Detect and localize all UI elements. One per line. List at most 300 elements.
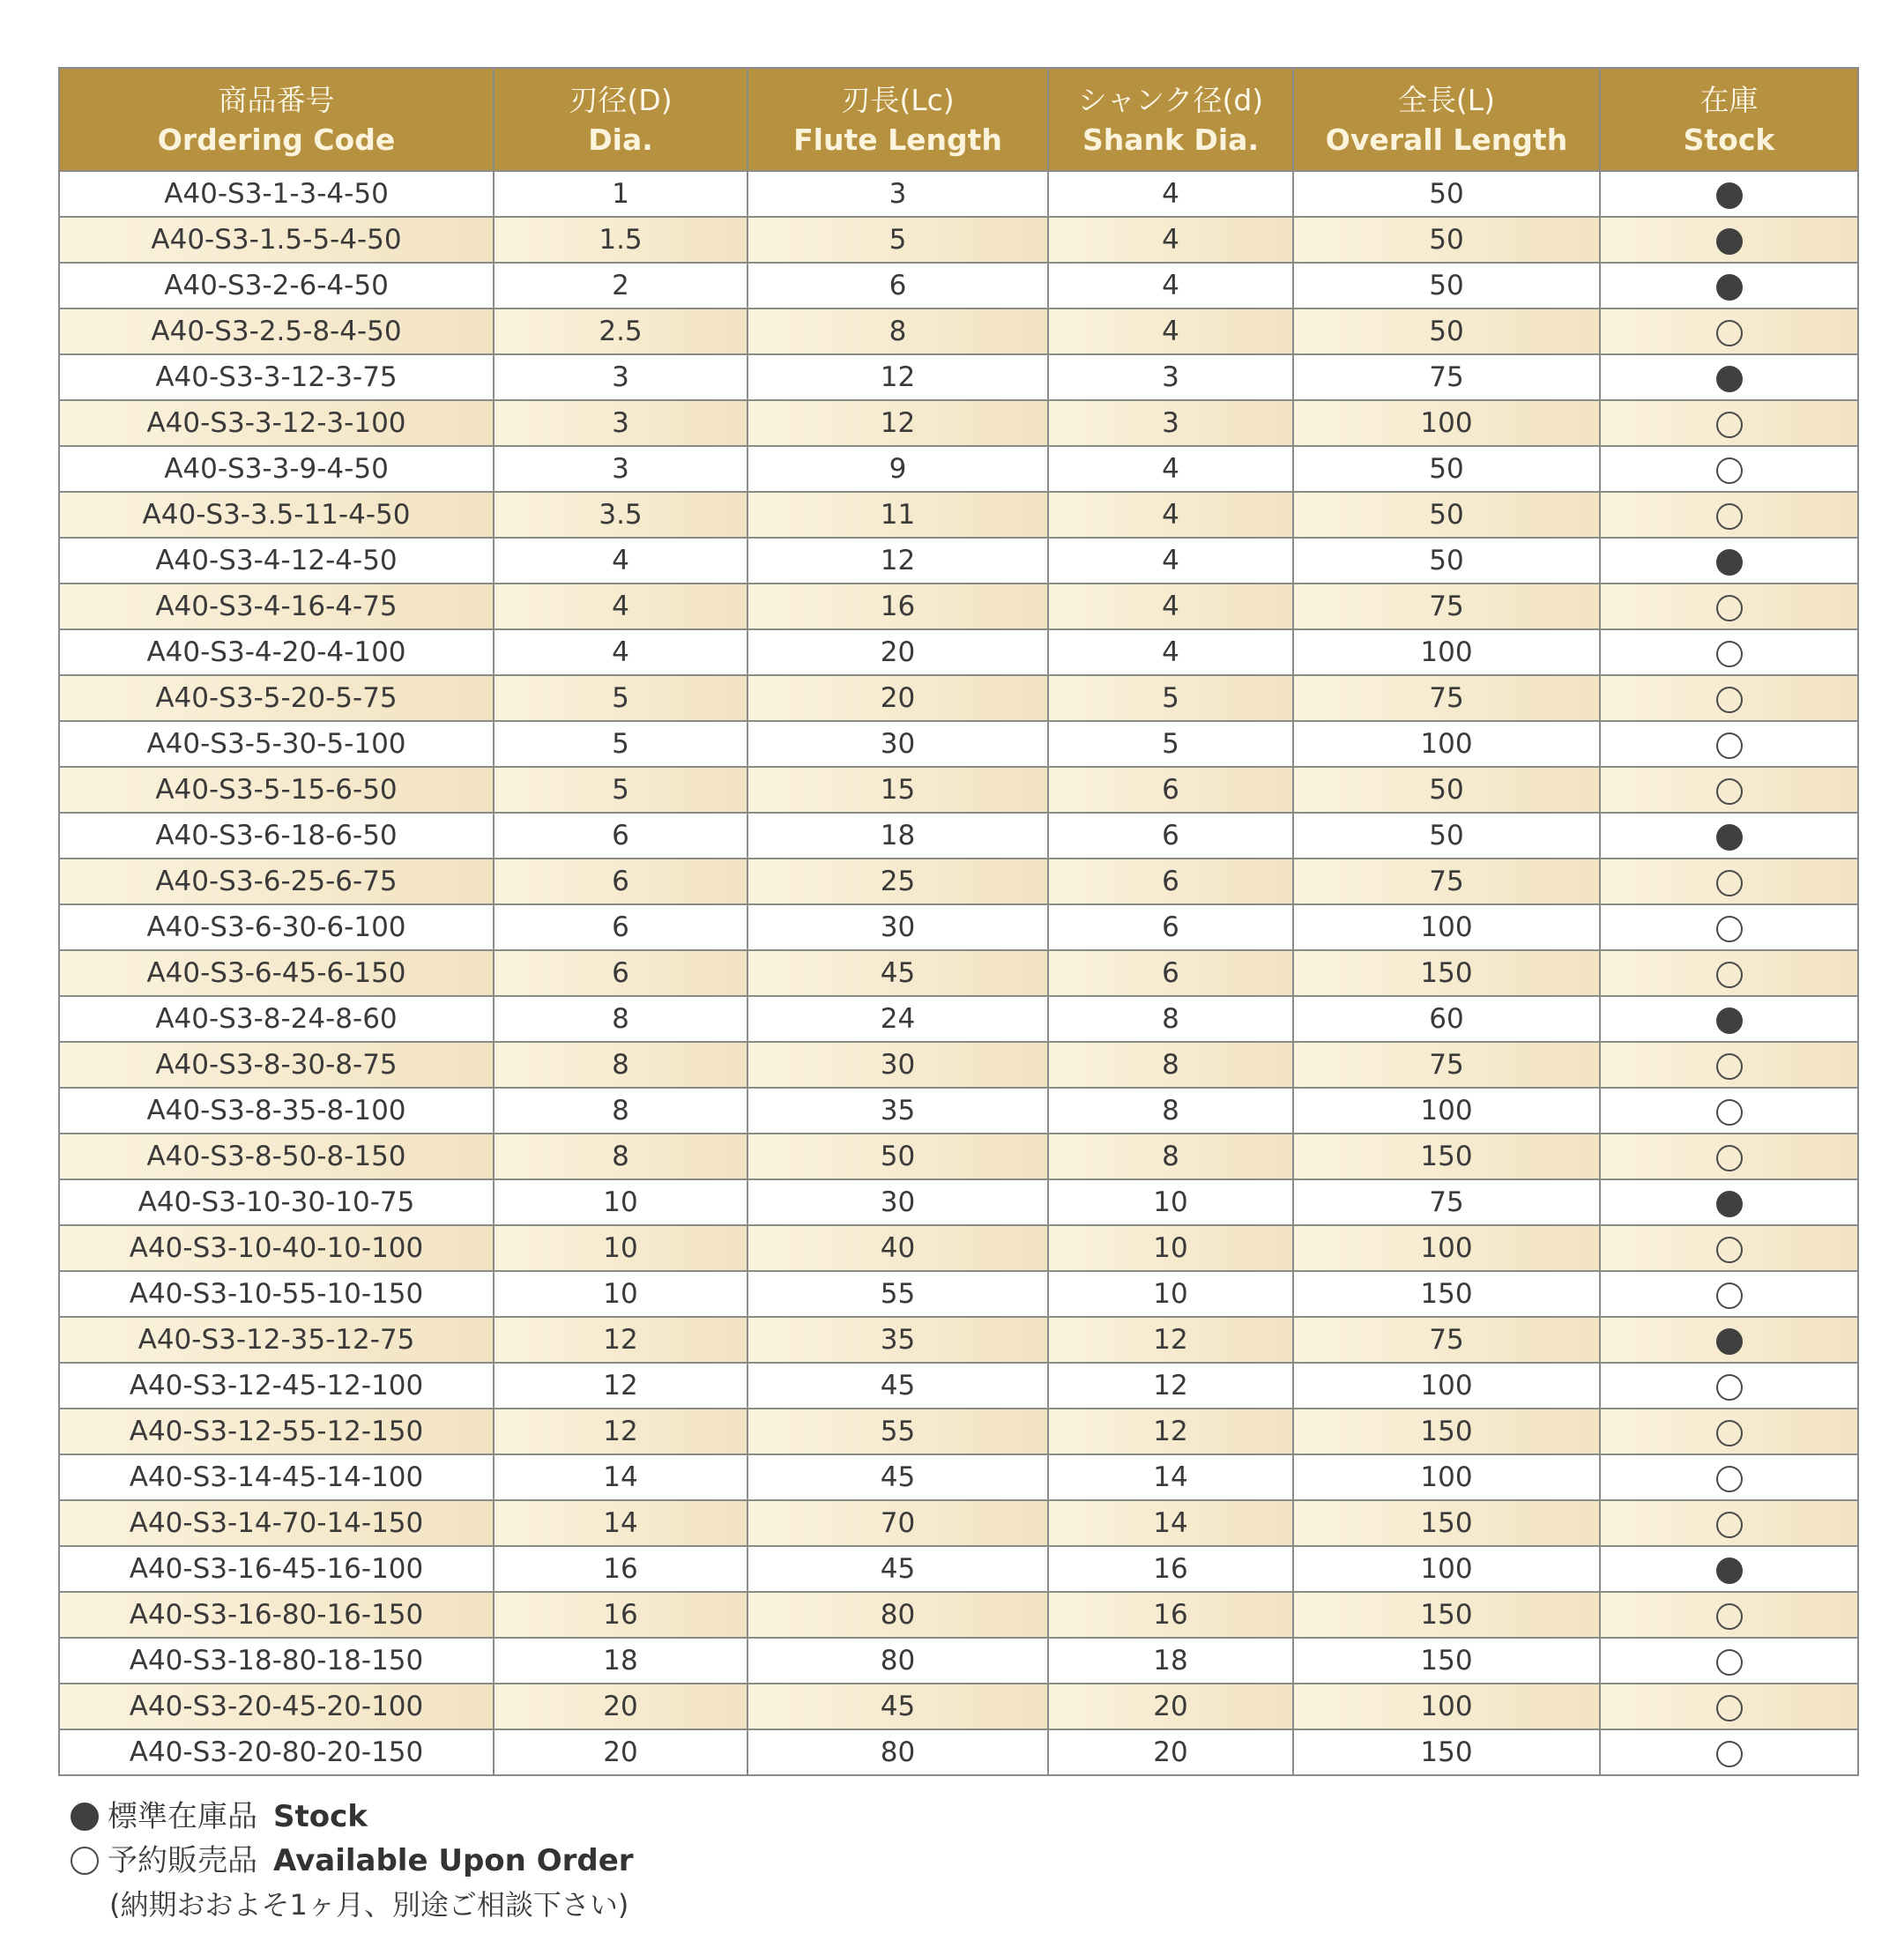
filled-circle-icon [1716, 366, 1743, 392]
cell-ordering-code: A40-S3-5-15-6-50 [59, 767, 494, 813]
table-row [59, 1592, 1858, 1638]
cell-dia: 6 [494, 859, 747, 904]
cell-dia: 20 [494, 1684, 747, 1729]
cell-shank-dia: 18 [1048, 1638, 1293, 1684]
cell-overall-length: 75 [1293, 354, 1600, 400]
filled-circle-icon [1716, 182, 1743, 209]
table-row [59, 263, 1858, 309]
header-jp-label: 刃径(D) [569, 82, 673, 117]
cell-stock [1600, 1500, 1858, 1546]
cell-flute-length: 3 [747, 171, 1048, 217]
hollow-circle-icon [1716, 732, 1743, 759]
table-row [59, 1271, 1858, 1317]
cell-shank-dia: 4 [1048, 217, 1293, 263]
hollow-circle-icon [1716, 1695, 1743, 1721]
table-row [59, 996, 1858, 1042]
hollow-circle-icon [1716, 962, 1743, 988]
hollow-circle-icon [1716, 1741, 1743, 1767]
cell-dia: 8 [494, 1088, 747, 1134]
cell-dia: 3 [494, 354, 747, 400]
table-row [59, 309, 1858, 354]
cell-overall-length: 50 [1293, 171, 1600, 217]
cell-stock [1600, 1729, 1858, 1775]
cell-overall-length: 75 [1293, 1317, 1600, 1363]
cell-ordering-code: A40-S3-3.5-11-4-50 [59, 492, 494, 538]
hollow-circle-icon [1716, 1649, 1743, 1676]
header-en-label: Shank Dia. [1082, 122, 1259, 157]
cell-overall-length: 100 [1293, 1088, 1600, 1134]
cell-shank-dia: 16 [1048, 1546, 1293, 1592]
table-row [59, 492, 1858, 538]
cell-overall-length: 100 [1293, 721, 1600, 767]
cell-stock [1600, 1134, 1858, 1179]
cell-stock [1600, 1179, 1858, 1225]
cell-overall-length: 100 [1293, 1684, 1600, 1729]
table-row [59, 950, 1858, 996]
table-row [59, 1454, 1858, 1500]
table-row [59, 675, 1858, 721]
cell-dia: 8 [494, 1134, 747, 1179]
cell-flute-length: 5 [747, 217, 1048, 263]
table-row [59, 1225, 1858, 1271]
cell-stock [1600, 1684, 1858, 1729]
cell-shank-dia: 20 [1048, 1729, 1293, 1775]
hollow-circle-icon [71, 1847, 99, 1875]
cell-shank-dia: 3 [1048, 354, 1293, 400]
cell-overall-length: 100 [1293, 1454, 1600, 1500]
header-jp-label: 在庫 [1699, 82, 1759, 117]
cell-overall-length: 150 [1293, 1500, 1600, 1546]
cell-stock [1600, 1409, 1858, 1454]
cell-stock [1600, 354, 1858, 400]
cell-shank-dia: 14 [1048, 1454, 1293, 1500]
hollow-circle-icon [1716, 1053, 1743, 1080]
cell-shank-dia: 8 [1048, 996, 1293, 1042]
cell-stock [1600, 767, 1858, 813]
cell-stock [1600, 538, 1858, 584]
cell-ordering-code: A40-S3-1-3-4-50 [59, 171, 494, 217]
cell-overall-length: 150 [1293, 1409, 1600, 1454]
filled-circle-icon [1716, 1191, 1743, 1217]
cell-flute-length: 35 [747, 1088, 1048, 1134]
header-jp-label: 刃長(Lc) [841, 82, 955, 117]
cell-stock [1600, 675, 1858, 721]
cell-shank-dia: 8 [1048, 1134, 1293, 1179]
table-row [59, 1684, 1858, 1729]
cell-flute-length: 20 [747, 675, 1048, 721]
cell-overall-length: 100 [1293, 1363, 1600, 1409]
cell-stock [1600, 1042, 1858, 1088]
header-stock [1600, 68, 1858, 171]
cell-dia: 18 [494, 1638, 747, 1684]
header-flute-length [747, 68, 1048, 171]
table-row [59, 354, 1858, 400]
cell-flute-length: 40 [747, 1225, 1048, 1271]
header-en-label: Ordering Code [157, 122, 396, 157]
cell-dia: 2 [494, 263, 747, 309]
cell-shank-dia: 6 [1048, 904, 1293, 950]
table-row [59, 767, 1858, 813]
cell-dia: 1.5 [494, 217, 747, 263]
cell-flute-length: 12 [747, 400, 1048, 446]
table-row [59, 1042, 1858, 1088]
filled-circle-icon [71, 1803, 99, 1831]
header-jp-label: 商品番号 [218, 82, 335, 117]
cell-shank-dia: 3 [1048, 400, 1293, 446]
cell-flute-length: 55 [747, 1409, 1048, 1454]
cell-dia: 8 [494, 996, 747, 1042]
filled-circle-icon [1716, 824, 1743, 851]
cell-ordering-code: A40-S3-12-55-12-150 [59, 1409, 494, 1454]
cell-stock [1600, 1638, 1858, 1684]
cell-ordering-code: A40-S3-8-24-8-60 [59, 996, 494, 1042]
hollow-circle-icon [1716, 1420, 1743, 1446]
cell-overall-length: 75 [1293, 859, 1600, 904]
cell-shank-dia: 4 [1048, 263, 1293, 309]
table-row [59, 1500, 1858, 1546]
cell-ordering-code: A40-S3-3-12-3-100 [59, 400, 494, 446]
filled-circle-icon [1716, 549, 1743, 576]
cell-ordering-code: A40-S3-18-80-18-150 [59, 1638, 494, 1684]
cell-flute-length: 6 [747, 263, 1048, 309]
cell-shank-dia: 5 [1048, 675, 1293, 721]
cell-flute-length: 20 [747, 629, 1048, 675]
cell-dia: 5 [494, 675, 747, 721]
cell-stock [1600, 950, 1858, 996]
table-row [59, 1638, 1858, 1684]
table-row [59, 813, 1858, 859]
filled-circle-icon [1716, 1007, 1743, 1034]
cell-stock [1600, 446, 1858, 492]
header-shank-dia [1048, 68, 1293, 171]
cell-ordering-code: A40-S3-5-30-5-100 [59, 721, 494, 767]
hollow-circle-icon [1716, 1145, 1743, 1171]
cell-stock [1600, 217, 1858, 263]
cell-ordering-code: A40-S3-5-20-5-75 [59, 675, 494, 721]
filled-circle-icon [1716, 1558, 1743, 1584]
product-spec-table [58, 67, 1859, 1776]
hollow-circle-icon [1716, 1237, 1743, 1263]
cell-shank-dia: 10 [1048, 1225, 1293, 1271]
hollow-circle-icon [1716, 595, 1743, 621]
cell-overall-length: 50 [1293, 767, 1600, 813]
cell-flute-length: 45 [747, 1363, 1048, 1409]
cell-shank-dia: 8 [1048, 1042, 1293, 1088]
cell-ordering-code: A40-S3-3-12-3-75 [59, 354, 494, 400]
cell-stock [1600, 1088, 1858, 1134]
table-row [59, 538, 1858, 584]
cell-stock [1600, 171, 1858, 217]
cell-flute-length: 80 [747, 1729, 1048, 1775]
cell-ordering-code: A40-S3-6-25-6-75 [59, 859, 494, 904]
cell-ordering-code: A40-S3-10-40-10-100 [59, 1225, 494, 1271]
cell-dia: 3 [494, 446, 747, 492]
cell-stock [1600, 629, 1858, 675]
legend-order-en: Available Upon Order [273, 1843, 634, 1878]
cell-flute-length: 80 [747, 1592, 1048, 1638]
cell-flute-length: 24 [747, 996, 1048, 1042]
cell-overall-length: 150 [1293, 1729, 1600, 1775]
hollow-circle-icon [1716, 870, 1743, 896]
table-row [59, 584, 1858, 629]
cell-flute-length: 55 [747, 1271, 1048, 1317]
cell-dia: 14 [494, 1500, 747, 1546]
header-ordering-code [59, 68, 494, 171]
cell-dia: 12 [494, 1409, 747, 1454]
cell-stock [1600, 400, 1858, 446]
cell-ordering-code: A40-S3-6-45-6-150 [59, 950, 494, 996]
cell-dia: 3.5 [494, 492, 747, 538]
cell-overall-length: 100 [1293, 400, 1600, 446]
cell-shank-dia: 4 [1048, 492, 1293, 538]
cell-stock [1600, 721, 1858, 767]
table-row [59, 1134, 1858, 1179]
cell-overall-length: 100 [1293, 1225, 1600, 1271]
cell-shank-dia: 10 [1048, 1271, 1293, 1317]
cell-ordering-code: A40-S3-14-70-14-150 [59, 1500, 494, 1546]
cell-shank-dia: 12 [1048, 1409, 1293, 1454]
cell-dia: 16 [494, 1592, 747, 1638]
cell-overall-length: 100 [1293, 629, 1600, 675]
table-row [59, 1409, 1858, 1454]
header-en-label: Flute Length [793, 122, 1002, 157]
cell-flute-length: 70 [747, 1500, 1048, 1546]
cell-dia: 6 [494, 813, 747, 859]
legend-order-jp: 予約販売品 [108, 1843, 257, 1878]
legend-note: (納期おおよそ1ヶ月、別途ご相談下さい) [109, 1888, 629, 1922]
header-en-label: Dia. [588, 122, 653, 157]
cell-ordering-code: A40-S3-20-45-20-100 [59, 1684, 494, 1729]
cell-dia: 5 [494, 767, 747, 813]
cell-flute-length: 80 [747, 1638, 1048, 1684]
cell-shank-dia: 12 [1048, 1363, 1293, 1409]
cell-shank-dia: 8 [1048, 1088, 1293, 1134]
cell-flute-length: 18 [747, 813, 1048, 859]
cell-stock [1600, 1317, 1858, 1363]
cell-dia: 10 [494, 1225, 747, 1271]
cell-ordering-code: A40-S3-6-18-6-50 [59, 813, 494, 859]
cell-stock [1600, 996, 1858, 1042]
cell-stock [1600, 859, 1858, 904]
cell-dia: 4 [494, 584, 747, 629]
hollow-circle-icon [1716, 1466, 1743, 1492]
cell-shank-dia: 6 [1048, 950, 1293, 996]
table-row [59, 629, 1858, 675]
cell-dia: 4 [494, 629, 747, 675]
table-row [59, 904, 1858, 950]
cell-ordering-code: A40-S3-16-45-16-100 [59, 1546, 494, 1592]
cell-dia: 12 [494, 1317, 747, 1363]
cell-flute-length: 12 [747, 354, 1048, 400]
cell-flute-length: 30 [747, 904, 1048, 950]
cell-ordering-code: A40-S3-1.5-5-4-50 [59, 217, 494, 263]
cell-flute-length: 30 [747, 1179, 1048, 1225]
cell-flute-length: 30 [747, 721, 1048, 767]
cell-overall-length: 50 [1293, 813, 1600, 859]
cell-dia: 20 [494, 1729, 747, 1775]
hollow-circle-icon [1716, 1374, 1743, 1401]
cell-flute-length: 16 [747, 584, 1048, 629]
table-row [59, 171, 1858, 217]
cell-stock [1600, 1454, 1858, 1500]
cell-stock [1600, 263, 1858, 309]
cell-overall-length: 75 [1293, 1179, 1600, 1225]
hollow-circle-icon [1716, 778, 1743, 805]
table-row [59, 446, 1858, 492]
cell-shank-dia: 4 [1048, 446, 1293, 492]
cell-ordering-code: A40-S3-4-12-4-50 [59, 538, 494, 584]
cell-flute-length: 8 [747, 309, 1048, 354]
hollow-circle-icon [1716, 503, 1743, 530]
cell-shank-dia: 10 [1048, 1179, 1293, 1225]
cell-overall-length: 150 [1293, 1592, 1600, 1638]
cell-shank-dia: 6 [1048, 859, 1293, 904]
cell-shank-dia: 16 [1048, 1592, 1293, 1638]
legend [71, 1795, 634, 1927]
cell-overall-length: 50 [1293, 263, 1600, 309]
cell-stock [1600, 1363, 1858, 1409]
legend-stock [71, 1795, 634, 1839]
table-row [59, 217, 1858, 263]
cell-overall-length: 100 [1293, 1546, 1600, 1592]
cell-shank-dia: 4 [1048, 309, 1293, 354]
cell-shank-dia: 4 [1048, 171, 1293, 217]
cell-ordering-code: A40-S3-10-30-10-75 [59, 1179, 494, 1225]
hollow-circle-icon [1716, 320, 1743, 346]
cell-overall-length: 60 [1293, 996, 1600, 1042]
cell-ordering-code: A40-S3-10-55-10-150 [59, 1271, 494, 1317]
header-en-label: Overall Length [1325, 122, 1568, 157]
cell-flute-length: 45 [747, 1546, 1048, 1592]
cell-flute-length: 30 [747, 1042, 1048, 1088]
cell-overall-length: 150 [1293, 1271, 1600, 1317]
hollow-circle-icon [1716, 1603, 1743, 1630]
cell-overall-length: 75 [1293, 1042, 1600, 1088]
cell-dia: 6 [494, 904, 747, 950]
cell-dia: 1 [494, 171, 747, 217]
table-row [59, 1546, 1858, 1592]
cell-flute-length: 45 [747, 1684, 1048, 1729]
cell-stock [1600, 813, 1858, 859]
cell-shank-dia: 4 [1048, 584, 1293, 629]
legend-stock-jp: 標準在庫品 [108, 1799, 257, 1834]
cell-overall-length: 50 [1293, 492, 1600, 538]
table-row [59, 1317, 1858, 1363]
cell-dia: 3 [494, 400, 747, 446]
cell-overall-length: 50 [1293, 217, 1600, 263]
table-row [59, 721, 1858, 767]
cell-shank-dia: 5 [1048, 721, 1293, 767]
cell-flute-length: 50 [747, 1134, 1048, 1179]
cell-shank-dia: 4 [1048, 538, 1293, 584]
cell-dia: 16 [494, 1546, 747, 1592]
cell-ordering-code: A40-S3-14-45-14-100 [59, 1454, 494, 1500]
cell-stock [1600, 1546, 1858, 1592]
cell-dia: 8 [494, 1042, 747, 1088]
cell-dia: 4 [494, 538, 747, 584]
cell-overall-length: 50 [1293, 446, 1600, 492]
cell-flute-length: 25 [747, 859, 1048, 904]
table-row [59, 859, 1858, 904]
cell-dia: 5 [494, 721, 747, 767]
cell-ordering-code: A40-S3-12-45-12-100 [59, 1363, 494, 1409]
hollow-circle-icon [1716, 1283, 1743, 1309]
header-dia [494, 68, 747, 171]
hollow-circle-icon [1716, 641, 1743, 667]
hollow-circle-icon [1716, 1512, 1743, 1538]
legend-order [71, 1839, 634, 1883]
cell-overall-length: 50 [1293, 538, 1600, 584]
cell-shank-dia: 6 [1048, 813, 1293, 859]
cell-stock [1600, 1225, 1858, 1271]
cell-ordering-code: A40-S3-8-30-8-75 [59, 1042, 494, 1088]
cell-flute-length: 12 [747, 538, 1048, 584]
filled-circle-icon [1716, 274, 1743, 301]
cell-overall-length: 150 [1293, 950, 1600, 996]
cell-stock [1600, 492, 1858, 538]
table-row [59, 1729, 1858, 1775]
cell-flute-length: 35 [747, 1317, 1048, 1363]
cell-flute-length: 11 [747, 492, 1048, 538]
header-en-label: Stock [1683, 122, 1775, 157]
cell-stock [1600, 1271, 1858, 1317]
cell-ordering-code: A40-S3-2.5-8-4-50 [59, 309, 494, 354]
cell-stock [1600, 904, 1858, 950]
cell-ordering-code: A40-S3-8-50-8-150 [59, 1134, 494, 1179]
table-row [59, 1363, 1858, 1409]
cell-ordering-code: A40-S3-6-30-6-100 [59, 904, 494, 950]
cell-shank-dia: 12 [1048, 1317, 1293, 1363]
table-row [59, 400, 1858, 446]
filled-circle-icon [1716, 228, 1743, 255]
cell-stock [1600, 309, 1858, 354]
cell-dia: 2.5 [494, 309, 747, 354]
cell-dia: 10 [494, 1179, 747, 1225]
cell-overall-length: 100 [1293, 904, 1600, 950]
hollow-circle-icon [1716, 1099, 1743, 1126]
header-jp-label: 全長(L) [1397, 82, 1496, 117]
cell-ordering-code: A40-S3-4-16-4-75 [59, 584, 494, 629]
hollow-circle-icon [1716, 687, 1743, 713]
cell-ordering-code: A40-S3-20-80-20-150 [59, 1729, 494, 1775]
legend-stock-en: Stock [273, 1799, 368, 1834]
hollow-circle-icon [1716, 457, 1743, 484]
hollow-circle-icon [1716, 412, 1743, 438]
cell-overall-length: 150 [1293, 1638, 1600, 1684]
cell-shank-dia: 20 [1048, 1684, 1293, 1729]
cell-dia: 6 [494, 950, 747, 996]
cell-overall-length: 150 [1293, 1134, 1600, 1179]
cell-flute-length: 45 [747, 950, 1048, 996]
cell-ordering-code: A40-S3-2-6-4-50 [59, 263, 494, 309]
cell-ordering-code: A40-S3-16-80-16-150 [59, 1592, 494, 1638]
cell-shank-dia: 14 [1048, 1500, 1293, 1546]
hollow-circle-icon [1716, 916, 1743, 942]
cell-overall-length: 75 [1293, 584, 1600, 629]
cell-flute-length: 9 [747, 446, 1048, 492]
cell-dia: 10 [494, 1271, 747, 1317]
cell-dia: 12 [494, 1363, 747, 1409]
table-header-row [59, 68, 1858, 171]
cell-flute-length: 45 [747, 1454, 1048, 1500]
cell-ordering-code: A40-S3-3-9-4-50 [59, 446, 494, 492]
filled-circle-icon [1716, 1328, 1743, 1355]
cell-stock [1600, 1592, 1858, 1638]
header-overall-length [1293, 68, 1600, 171]
cell-shank-dia: 6 [1048, 767, 1293, 813]
cell-flute-length: 15 [747, 767, 1048, 813]
cell-dia: 14 [494, 1454, 747, 1500]
